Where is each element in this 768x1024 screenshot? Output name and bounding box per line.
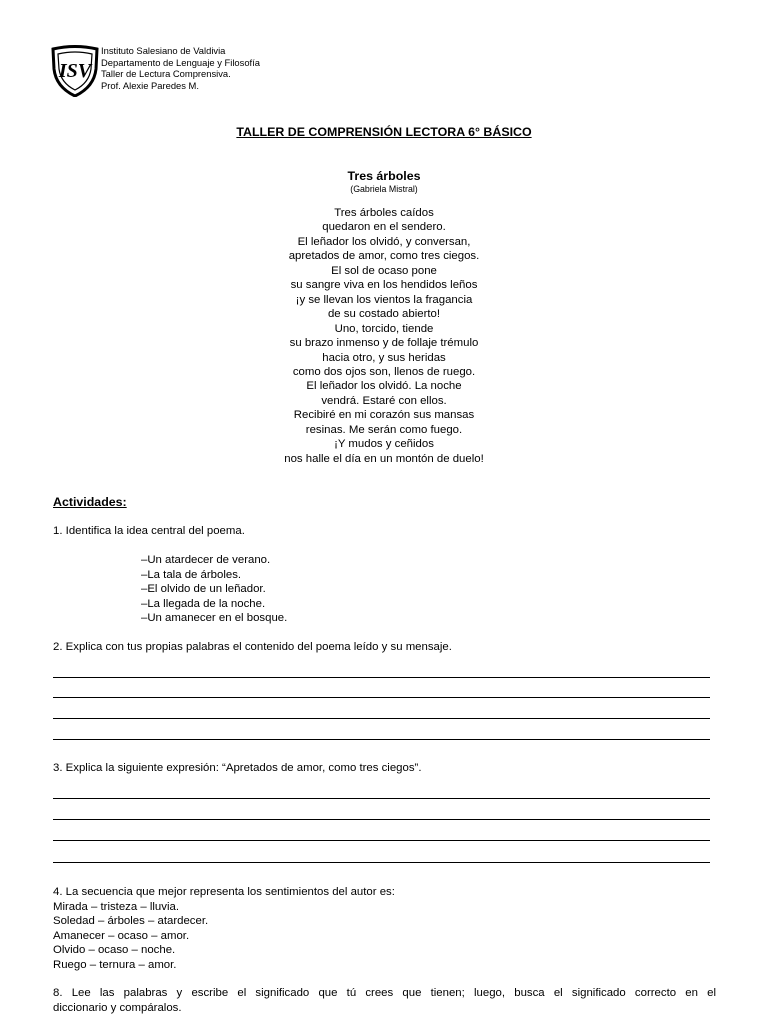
- poem-line: Tres árboles caídos: [334, 207, 434, 219]
- answer-line[interactable]: [53, 677, 710, 678]
- question-1-options: [141, 553, 287, 626]
- question-1: 1. Identifica la idea central del poema.: [53, 525, 245, 537]
- option-item: –La tala de árboles.: [141, 568, 242, 581]
- sequence-option: Mirada – tristeza – lluvia.: [53, 900, 179, 913]
- institution-name: Instituto Salesiano de Valdivia: [101, 45, 226, 56]
- poem-line: hacia otro, y sus heridas: [322, 351, 446, 364]
- poem-line: su sangre viva en los hendidos leños: [290, 279, 478, 292]
- sequence-option: Olvido – ocaso – noche.: [53, 944, 176, 956]
- poem-title: Tres árboles: [347, 169, 421, 183]
- workshop-name: Taller de Lectura Comprensiva.: [101, 68, 231, 79]
- activities-heading: Actividades:: [53, 495, 127, 509]
- poem-line: vendrá. Estaré con ellos.: [321, 394, 447, 407]
- answer-line[interactable]: [53, 798, 710, 799]
- worksheet-title: TALLER DE COMPRENSIÓN LECTORA 6° BÁSICO: [236, 125, 532, 139]
- poem-line: como dos ojos son, llenos de ruego.: [292, 365, 476, 378]
- sequence-option: Amanecer – ocaso – amor.: [53, 929, 190, 942]
- question-4: [53, 885, 395, 972]
- sequence-option: Soledad – árboles – atardecer.: [53, 915, 209, 927]
- answer-line[interactable]: [53, 819, 710, 820]
- poem-line: Recibiré en mi corazón sus mansas: [293, 409, 475, 422]
- poem-line: apretados de amor, como tres ciegos.: [288, 250, 480, 263]
- question-8-line-2: diccionario y compáralos.: [53, 1002, 182, 1014]
- question-8: [53, 986, 716, 1016]
- answer-line[interactable]: [53, 739, 710, 740]
- question-2: 2. Explica con tus propias palabras el contenido del poema leído y su mensaje.: [53, 641, 452, 653]
- poem-line: El sol de ocaso pone: [331, 264, 437, 277]
- poem-line: resinas. Me serán como fuego.: [305, 423, 463, 436]
- answer-line[interactable]: [53, 718, 710, 719]
- option-item: –El olvido de un leñador.: [141, 583, 266, 595]
- poem-body: [0, 206, 768, 466]
- question-3: 3. Explica la siguiente expresión: “Apretados de amor, como tres ciegos”.: [53, 762, 422, 774]
- teacher-name: Prof. Alexie Paredes M.: [101, 79, 199, 91]
- answer-line[interactable]: [53, 862, 710, 863]
- answer-line[interactable]: [53, 697, 710, 698]
- poem-line: de su costado abierto!: [327, 308, 441, 321]
- answer-line[interactable]: [53, 840, 710, 841]
- logo-text: ISV: [58, 60, 92, 82]
- question-8-line-1: 8. Lee las palabras y escribe el significado que tú crees que tienen; luego, busca el significado correcto en el: [53, 987, 716, 999]
- poem-author: (Gabriela Mistral): [350, 184, 418, 194]
- poem-line: El leñador los olvidó, y conversan,: [297, 235, 471, 248]
- option-item: –Un atardecer de verano.: [141, 554, 271, 566]
- option-item: –Un amanecer en el bosque.: [141, 612, 288, 624]
- option-item: –La llegada de la noche.: [141, 597, 266, 610]
- sequence-option: Ruego – ternura – amor.: [53, 958, 177, 971]
- school-crest-logo: [50, 45, 100, 97]
- poem-line: quedaron en el sendero.: [322, 221, 446, 234]
- question-4-prompt: 4. La secuencia que mejor representa los sentimientos del autor es:: [53, 886, 395, 898]
- poem-line: Uno, torcido, tiende: [334, 322, 434, 335]
- poem-line: El leñador los olvidó. La noche: [306, 380, 462, 393]
- poem-line: su brazo inmenso y de follaje trémulo: [289, 337, 479, 350]
- institution-header: [101, 45, 260, 91]
- poem-line: ¡y se llevan los vientos la fragancia: [295, 293, 473, 306]
- department-name: Departamento de Lenguaje y Filosofía: [101, 56, 260, 68]
- poem-line: ¡Y mudos y ceñidos: [334, 438, 434, 451]
- poem-line: nos halle el día en un montón de duelo!: [284, 452, 484, 465]
